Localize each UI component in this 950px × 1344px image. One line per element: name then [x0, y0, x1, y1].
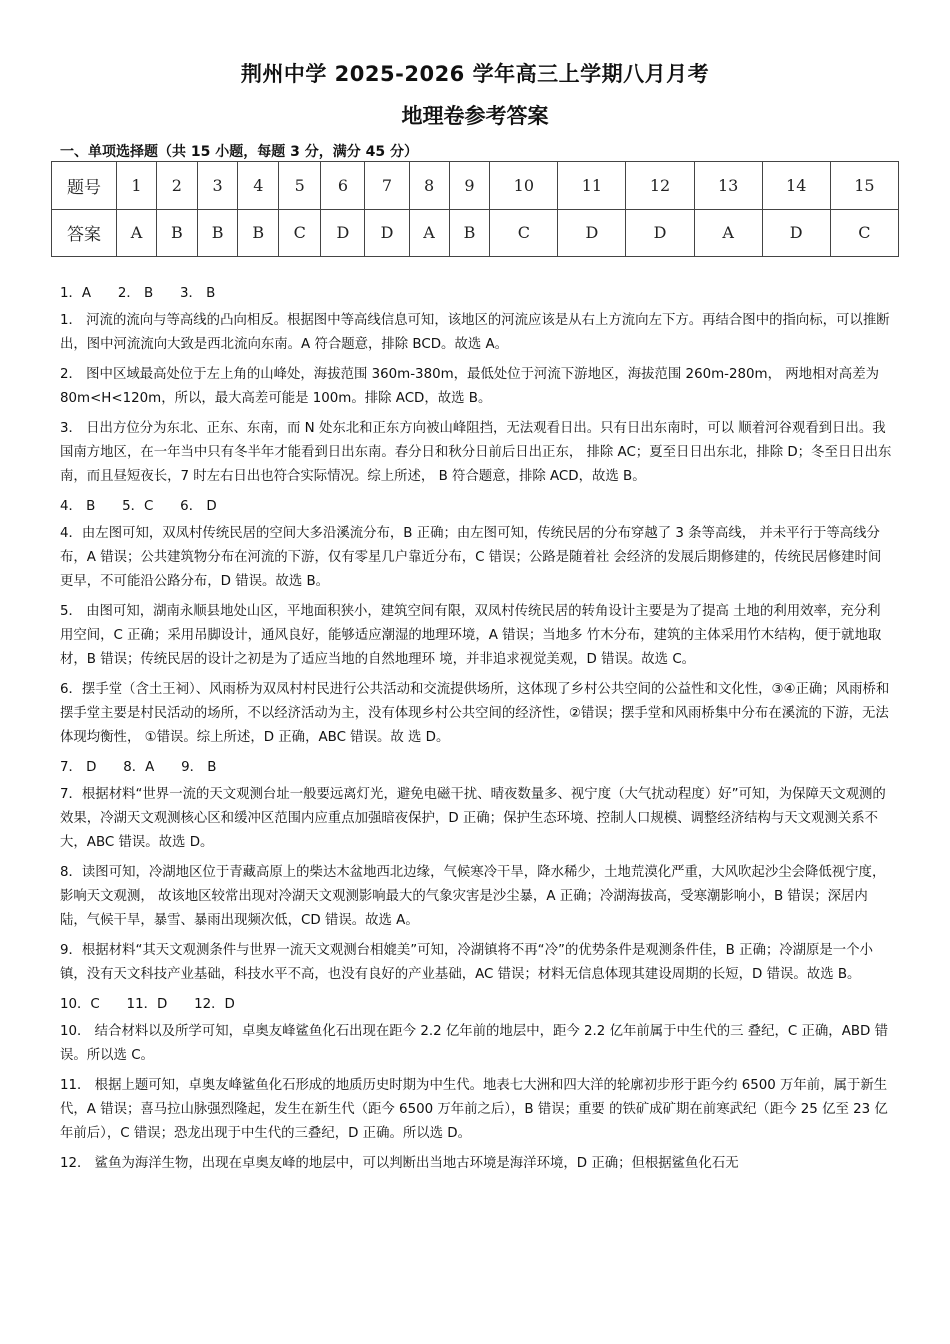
section-heading: 一、单项选择题（共 15 小题，每题 3 分，满分 45 分）	[60, 144, 418, 160]
answer-group-line: 4． B 5．C 6． D	[60, 499, 217, 514]
answer-cell: A	[694, 209, 762, 257]
question-number: 2	[157, 162, 198, 210]
answer-group-line: 7． D 8．A 9． B	[60, 760, 217, 775]
question-number: 8	[409, 162, 449, 210]
answer-cell: D	[321, 209, 365, 257]
answer-cell: A	[117, 209, 157, 257]
question-number: 6	[321, 162, 365, 210]
explanation-paragraph: 2． 图中区域最高处位于左上角的山峰处，海拔范围 360m-380m，最低处位于河流下游地区，海拔范围 260m-280m， 两地相对高差为 80m<H<120m，所以，最大高差可能是 100m。排除 ACD，故选 B。	[60, 367, 879, 406]
answer-row	[52, 209, 899, 257]
question-number: 1	[117, 162, 157, 210]
explanation-paragraph: 12． 鲨鱼为海洋生物，出现在卓奥友峰的地层中，可以判断出当地古环境是海洋环境，D 正确；但根据鲨鱼化石无	[60, 1156, 739, 1171]
question-number: 10	[490, 162, 558, 210]
explanation-paragraph: 9．根据材料“其天文观测条件与世界一流天文观测台相媲美”可知，冷湖镇将不再“冷”的优势条件是观测条件佳，B 正确；冷湖原是一个小镇，没有天文科技产业基础，科技水平不高，也没有良好的产业基础，AC 错误；材料无信息体现其建设周期的长短，D 错误。故选 B。	[60, 943, 873, 982]
explanation-paragraph: 1． 河流的流向与等高线的凸向相反。根据图中等高线信息可知，该地区的河流应该是从右上方流向左下方。再结合图中的指向标，可以推断出，图中河流流向大致是西北流向东南。A 符合题意，排除 BCD。故选 A。	[60, 313, 890, 352]
question-number: 7	[365, 162, 409, 210]
question-number: 4	[238, 162, 279, 210]
explanation-paragraph: 5． 由图可知，湖南永顺县地处山区，平地面积狭小，建筑空间有限，双凤村传统民居的转角设计主要是为了提高 土地的利用效率，充分利用空间，C 正确；采用吊脚设计，通风良好，能够适应潮湿的地理环境，A 错误；当地多 竹木分布，建筑的主体采用竹木结构，便于就地取材，B 错误；传统民居的设计之初是为了适应当地的自然地理环 境，并非追求视觉美观，D 错误。故选 C。	[60, 604, 882, 667]
question-number: 15	[830, 162, 898, 210]
question-number: 5	[279, 162, 321, 210]
answer-cell: B	[238, 209, 279, 257]
answer-cell: A	[409, 209, 449, 257]
question-number: 9	[449, 162, 490, 210]
explanation-paragraph: 4．由左图可知，双凤村传统民居的空间大多沿溪流分布，B 正确；由左图可知，传统民居的分布穿越了 3 条等高线， 并未平行于等高线分布，A 错误；公共建筑物分布在河流的下游，仅有零星几户靠近分布，C 错误；公路是随着社 会经济的发展后期修建的，传统民居修建时间更早，不可能沿公路分布，D 错误。故选 B。	[60, 526, 882, 589]
question-number-row	[52, 162, 899, 210]
answer-cell: B	[197, 209, 238, 257]
answer-cell: D	[365, 209, 409, 257]
row-label-answer: 答案	[52, 209, 117, 257]
explanation-paragraph: 7．根据材料“世界一流的天文观测台址一般要远离灯光，避免电磁干扰、晴夜数量多、视宁度（大气扰动程度）好”可知，为保障天文观测的效果，冷湖天文观测核心区和缓冲区范围内应重点加强暗夜保护，D 正确；保护生态环境、控制人口规模、调整经济结构与天文观测关系不大，ABC 错误。故选 D。	[60, 787, 886, 850]
answer-cell: C	[830, 209, 898, 257]
explanations	[60, 282, 892, 1182]
answer-group-line: 10．C 11．D 12．D	[60, 997, 235, 1012]
answer-group-line: 1．A 2． B 3． B	[60, 286, 216, 301]
explanation-paragraph: 10． 结合材料以及所学可知，卓奥友峰鲨鱼化石出现在距今 2.2 亿年前的地层中，距今 2.2 亿年前属于中生代的三 叠纪，C 正确，ABD 错误。所以选 C。	[60, 1024, 888, 1063]
question-number: 3	[197, 162, 238, 210]
answer-cell: C	[279, 209, 321, 257]
answer-cell: B	[449, 209, 490, 257]
answer-cell: D	[762, 209, 830, 257]
answer-cell: D	[626, 209, 694, 257]
explanation-paragraph: 6．摆手堂（含土王祠）、风雨桥为双凤村村民进行公共活动和交流提供场所，这体现了乡村公共空间的公益性和文化性，③④正确；风雨桥和摆手堂主要是村民活动的场所，不以经济活动为主，没有体现乡村公共空间的经济性，②错误；摆手堂和风雨桥集中分布在溪流的下游，无法体现均衡性， ①错误。综上所述，D 正确，ABC 错误。故 选 D。	[60, 682, 890, 745]
question-number: 12	[626, 162, 694, 210]
question-number: 13	[694, 162, 762, 210]
explanation-paragraph: 11． 根据上题可知，卓奥友峰鲨鱼化石形成的地质历史时期为中生代。地表七大洲和四大洋的轮廓初步形于距今约 6500 万年前，属于新生代，A 错误；喜马拉山脉强烈隆起，发生在新生代（距今 6500 万年前之后），B 错误；重要 的铁矿成矿期在前寒武纪（距今 25 亿至 23 亿年前后），C 错误；恐龙出现于中生代的三叠纪，D 正确。所以选 D。	[60, 1078, 888, 1141]
row-label-number: 题号	[52, 162, 117, 210]
answer-cell: B	[157, 209, 198, 257]
answer-table	[51, 161, 899, 257]
explanation-paragraph: 8．读图可知，冷湖地区位于青藏高原上的柴达木盆地西北边缘，气候寒冷干旱，降水稀少，土地荒漠化严重，大风吹起沙尘会降低视宁度，影响天文观测， 故该地区较常出现对冷湖天文观测影响最大的气象灾害是沙尘暴，A 正确；冷湖海拔高，受寒潮影响小，B 错误；深居内陆，气候干旱，暴雪、暴雨出现频次低，CD 错误。故选 A。	[60, 865, 886, 928]
answer-cell: C	[490, 209, 558, 257]
page-title: 荆州中学 2025-2026 学年高三上学期八月月考	[240, 62, 710, 86]
question-number: 14	[762, 162, 830, 210]
question-number: 11	[558, 162, 626, 210]
explanation-paragraph: 3． 日出方位分为东北、正东、东南，而 N 处东北和正东方向被山峰阻挡，无法观看日出。只有日出东南时，可以 顺着河谷观看到日出。我国南方地区，在一年当中只有冬半年才能看到日出东南。春分日和秋分日前后日出正东， 排除 AC；夏至日日出东北，排除 D；冬至日日出东南，而且昼短夜长，7 时左右日出也符合实际情况。综上所述， B 符合题意，排除 ACD，故选 B。	[60, 421, 892, 484]
page-subtitle: 地理卷参考答案	[401, 104, 549, 128]
answer-cell: D	[558, 209, 626, 257]
